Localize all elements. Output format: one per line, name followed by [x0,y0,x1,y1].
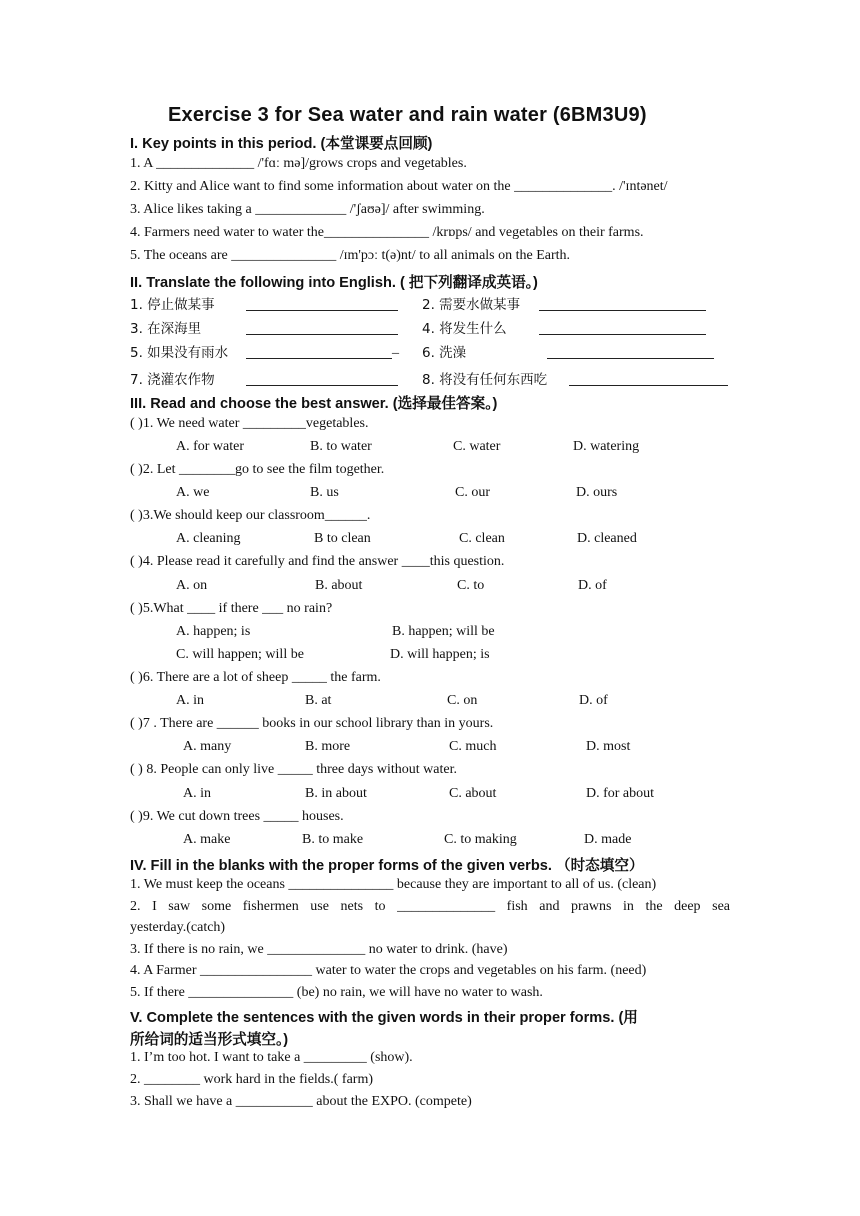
word-form-item-2: 2. ________ work hard in the fields.( farm) [130,1072,373,1087]
section-3-heading: III. Read and choose the best answer. (选择最佳答案。) [130,396,498,412]
q9-option-a[interactable]: A. make [183,832,231,847]
translate-item-4: 4. 将发生什么 [422,321,507,337]
key-point-1: 1. A ______________ /'fɑː mə]/grows crops and vegetables. [130,156,467,171]
q7-option-d[interactable]: D. most [586,739,631,754]
question-4: ( )4. Please read it carefully and find the answer ____this question. [130,554,505,569]
key-point-5: 5. The oceans are _______________ /ɪm'pɔː t(ə)nt/ to all animals on the Earth. [130,248,571,263]
q6-option-c[interactable]: C. on [447,693,478,708]
q4-option-b[interactable]: B. about [315,578,363,593]
q7-option-c[interactable]: C. much [449,739,497,754]
translate-blank-1[interactable] [246,310,398,311]
q3-option-a[interactable]: A. cleaning [176,531,241,546]
q1-option-a[interactable]: A. for water [176,439,245,454]
word-form-item-3: 3. Shall we have a ___________ about the EXPO. (compete) [130,1094,472,1109]
translate-item-3: 3. 在深海里 [130,321,202,337]
verb-item-2-line-2: yesterday.(catch) [130,920,226,935]
section-2-heading: II. Translate the following into English. ( 把下列翻译成英语。) [130,275,538,291]
translate-blank-7[interactable] [246,385,398,386]
q8-option-a[interactable]: A. in [183,786,211,801]
question-2: ( )2. Let ________go to see the film together. [130,462,385,477]
q4-option-c[interactable]: C. to [457,578,485,593]
verb-item-2-line-1: 2. I saw some fishermen use nets to ______________ fish and prawns in the deep sea [130,899,730,914]
question-8: ( ) 8. People can only live _____ three days without water. [130,762,457,777]
q9-option-d[interactable]: D. made [584,832,632,847]
translate-blank-5-suffix: _ [392,341,399,356]
q6-option-d[interactable]: D. of [579,693,608,708]
q5-option-a[interactable]: A. happen; is [176,624,251,639]
question-3: ( )3.We should keep our classroom______. [130,508,371,523]
verb-item-5: 5. If there _______________ (be) no rain, we will have no water to wash. [130,985,543,1000]
q8-option-c[interactable]: C. about [449,786,497,801]
verb-item-4: 4. A Farmer ________________ water to water the crops and vegetables on his farm. (need) [130,963,647,978]
q2-option-b[interactable]: B. us [310,485,339,500]
q2-option-d[interactable]: D. ours [576,485,618,500]
verb-item-3: 3. If there is no rain, we ______________ no water to drink. (have) [130,942,508,957]
key-point-3: 3. Alice likes taking a _____________ /'ʃaʊə]/ after swimming. [130,202,485,217]
q5-option-d[interactable]: D. will happen; is [390,647,490,662]
question-5: ( )5.What ____ if there ___ no rain? [130,601,333,616]
translate-item-5: 5. 如果没有雨水 [130,345,229,361]
verb-item-1: 1. We must keep the oceans _______________ because they are important to all of us. (clean) [130,877,657,892]
q2-option-a[interactable]: A. we [176,485,210,500]
question-9: ( )9. We cut down trees _____ houses. [130,809,344,824]
question-6: ( )6. There are a lot of sheep _____ the farm. [130,670,381,685]
translate-blank-2[interactable] [539,310,706,311]
section-4-heading: IV. Fill in the blanks with the proper forms of the given verbs. （时态填空） [130,858,644,874]
q5-option-c[interactable]: C. will happen; will be [176,647,304,662]
translate-item-8: 8. 将没有任何东西吃 [422,372,548,388]
translate-item-6: 6. 洗澡 [422,345,467,361]
q1-option-b[interactable]: B. to water [310,439,372,454]
translate-item-2: 2. 需要水做某事 [422,297,521,313]
translate-blank-6[interactable] [547,358,714,359]
q1-option-c[interactable]: C. water [453,439,501,454]
q6-option-a[interactable]: A. in [176,693,204,708]
q8-option-d[interactable]: D. for about [586,786,655,801]
translate-blank-3[interactable] [246,334,398,335]
q9-option-b[interactable]: B. to make [302,832,364,847]
q8-option-b[interactable]: B. in about [305,786,367,801]
q6-option-b[interactable]: B. at [305,693,332,708]
translate-blank-4[interactable] [539,334,706,335]
q9-option-c[interactable]: C. to making [444,832,517,847]
key-point-4: 4. Farmers need water to water the_______________ /krɒps/ and vegetables on their farms. [130,225,644,240]
key-point-2: 2. Kitty and Alice want to find some information about water on the ______________. /'ɪntənet/ [130,179,668,194]
question-1: ( )1. We need water _________vegetables. [130,416,369,431]
q5-option-b[interactable]: B. happen; will be [392,624,495,639]
page-title: Exercise 3 for Sea water and rain water (6BM3U9) [168,104,647,126]
section-5-heading-cont: 所给词的适当形式填空。) [130,1032,289,1048]
q2-option-c[interactable]: C. our [455,485,490,500]
translate-item-7: 7. 浇灌农作物 [130,372,215,388]
word-form-item-1: 1. I’m too hot. I want to take a _________ (show). [130,1050,413,1065]
question-7: ( )7 . There are ______ books in our school library than in yours. [130,716,494,731]
q4-option-d[interactable]: D. of [578,578,607,593]
q7-option-a[interactable]: A. many [183,739,232,754]
q3-option-c[interactable]: C. clean [459,531,505,546]
translate-blank-8[interactable] [569,385,728,386]
translate-item-1: 1. 停止做某事 [130,297,215,313]
q1-option-d[interactable]: D. watering [573,439,640,454]
section-1-heading: I. Key points in this period. (本堂课要点回顾) [130,136,433,152]
q4-option-a[interactable]: A. on [176,578,208,593]
translate-blank-5[interactable] [246,358,392,359]
section-5-heading: V. Complete the sentences with the given words in their proper forms. (用 [130,1010,638,1026]
q7-option-b[interactable]: B. more [305,739,351,754]
q3-option-b[interactable]: B to clean [314,531,371,546]
q3-option-d[interactable]: D. cleaned [577,531,637,546]
